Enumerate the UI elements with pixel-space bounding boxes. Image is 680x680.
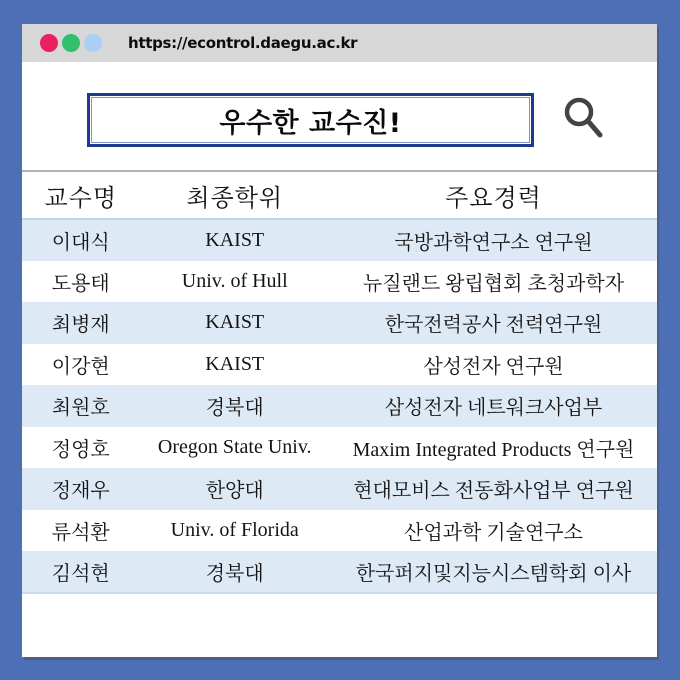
window-control-dot-blue[interactable] xyxy=(84,34,102,52)
header-professor-name: 교수명 xyxy=(22,171,139,219)
table-row xyxy=(22,510,657,552)
professor-name: 최병재 xyxy=(51,314,110,337)
final-degree: Oregon State Univ. xyxy=(157,435,312,458)
search-title-text: 우수한 교수진! xyxy=(219,107,402,139)
table-row xyxy=(22,344,657,386)
final-degree: Univ. of Florida xyxy=(170,518,299,541)
faculty-table xyxy=(22,170,657,594)
header-major-career: 주요경력 xyxy=(330,171,657,219)
professor-name: 정재우 xyxy=(51,480,110,503)
table-row xyxy=(22,261,657,303)
professor-name: 류석환 xyxy=(51,521,110,544)
final-degree: KAIST xyxy=(205,352,265,375)
window-control-dot-pink[interactable] xyxy=(40,34,58,52)
major-career: 산업과학 기술연구소 xyxy=(404,521,583,544)
professor-name: 최원호 xyxy=(51,397,110,420)
major-career: 한국전력공사 전력연구원 xyxy=(384,314,603,337)
address-bar-url[interactable]: https://econtrol.daegu.ac.kr xyxy=(128,34,358,52)
major-career: 뉴질랜드 왕립협회 초청과학자 xyxy=(362,272,625,295)
search-input[interactable] xyxy=(87,93,534,147)
table-row xyxy=(22,468,657,510)
final-degree: 경북대 xyxy=(139,551,330,593)
major-career: 삼성전자 네트워크사업부 xyxy=(384,397,603,420)
major-career: 현대모비스 전동화사업부 연구원 xyxy=(353,480,634,503)
final-degree: 경북대 xyxy=(205,397,264,420)
professor-name: 이강현 xyxy=(51,355,110,378)
major-career: 한국퍼지및지능시스템학회 이사 xyxy=(330,551,657,593)
major-career: 삼성전자 연구원 xyxy=(423,355,564,378)
final-degree: 한양대 xyxy=(205,480,264,503)
browser-window xyxy=(22,24,657,657)
final-degree: Univ. of Hull xyxy=(181,269,288,292)
major-career: 국방과학연구소 연구원 xyxy=(394,231,593,254)
professor-name: 김석현 xyxy=(22,551,139,593)
table-header-row xyxy=(22,171,657,219)
professor-name: 정영호 xyxy=(51,438,110,461)
professor-name: 이대식 xyxy=(51,231,110,254)
table-row xyxy=(22,551,657,593)
window-control-dot-green[interactable] xyxy=(62,34,80,52)
magnifier-icon xyxy=(559,134,609,149)
final-degree: KAIST xyxy=(205,228,265,251)
table-row xyxy=(22,385,657,427)
major-career: Maxim Integrated Products 연구원 xyxy=(352,438,635,461)
table-row xyxy=(22,427,657,469)
search-button[interactable] xyxy=(559,90,609,146)
table-row xyxy=(22,219,657,261)
browser-chrome-bar xyxy=(22,24,657,62)
professor-name: 도용태 xyxy=(51,272,110,295)
table-row xyxy=(22,302,657,344)
final-degree: KAIST xyxy=(205,311,265,334)
header-final-degree: 최종학위 xyxy=(139,171,330,219)
